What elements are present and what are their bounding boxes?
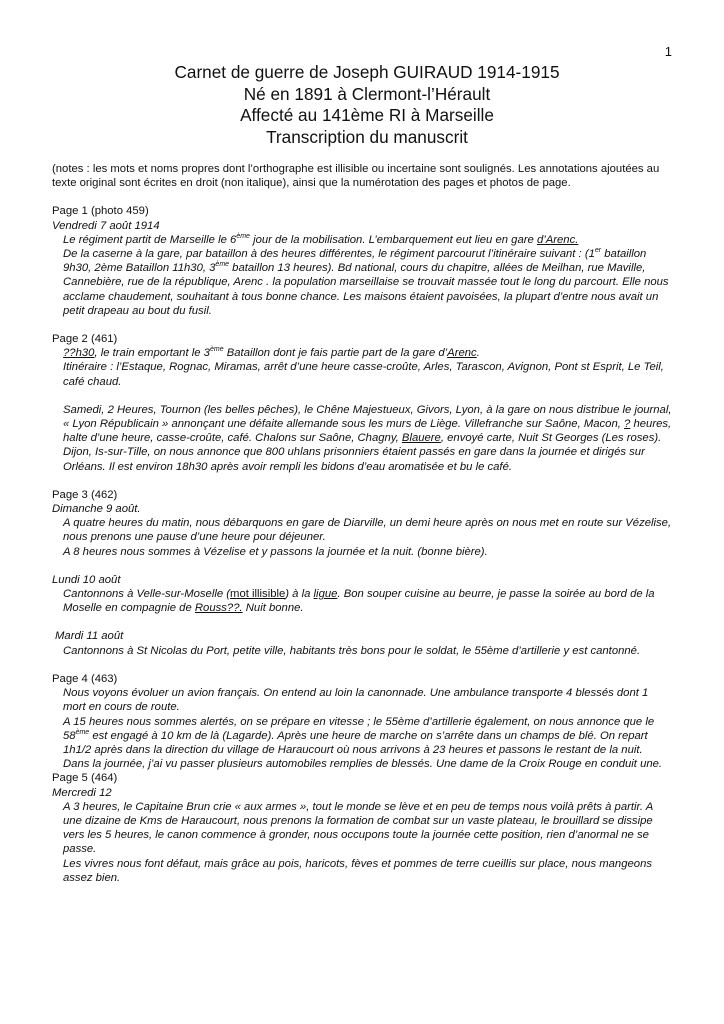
paragraph: Dans la journée, j’ai vu passer plusieurs automobiles remplies de blessés. Une dame de la Croix Rouge en conduit une. <box>63 758 663 771</box>
paragraph: Cantonnons à St Nicolas du Port, petite ville, habitants très bons pour le soldat, le 55ème d’artillerie y est cantonné. <box>63 644 641 657</box>
editor-notes: (notes : les mots et noms propres dont l’orthographe est illisible ou incertaine sont soulignés. Les annotations ajoutées au texte original sont écrites en droit (non italique), ainsi que la numérotation des pages et photos de page. <box>52 163 660 190</box>
entry-date: Lundi 10 août <box>52 573 121 586</box>
document-page <box>52 0 672 885</box>
entry-date: Vendredi 7 août 1914 <box>52 219 160 232</box>
paragraph: Le régiment partit de Marseille le 6ème jour de la mobilisation. L’embarquement eut lieu en gare d’Arenc. <box>63 232 579 246</box>
paragraph: Cantonnons à Velle-sur-Moselle (mot illisible) à la ligue. Bon souper cuisine au beurre, je passe la soirée au bord de la Moselle en compagnie de Rouss??. Nuit bonne. <box>63 588 655 615</box>
paragraph: A 8 heures nous sommes à Vézelise et y passons la journée et la nuit. (bonne bière). <box>63 545 488 558</box>
entry-date: Dimanche 9 août. <box>52 503 141 516</box>
paragraph: Samedi, 2 Heures, Tournon (les belles pêches), le Chêne Majestueux, Givors, Lyon, à la gare on nous distribue le journal, « Lyon Républicain » annonçant une défaite allemande sous les murs de Liège. Villefranche sur Saône, Macon, ? heures, halte d’une heure, casse-croûte, café. Chalons sur Saône, Chagny, Blauere, envoyé carte, Nuit St Georges (Les roses). Dijon, Is-sur-Tille, on nous annonce que 800 uhlans prisonniers étaient passés en gare dans la journée et dirigés sur Orléans. Il est environ 18h30 après avoir rempli les bidons d’eau aromatisée et bu le café. <box>63 403 672 473</box>
paragraph: A quatre heures du matin, nous débarquons en gare de Diarville, un demi heure après on nous met en route sur Vézelise, nous prenons une pause d’une heure pour déjeuner. <box>63 517 672 544</box>
uncertain-word: Arenc <box>447 347 477 360</box>
uncertain-word: Rouss??. <box>194 602 243 615</box>
title-line-1: Carnet de guerre de Joseph GUIRAUD 1914-1915 <box>174 62 560 82</box>
page-header-3: Page 3 (462) <box>52 488 118 501</box>
paragraph: A 3 heures, le Capitaine Brun crie « aux armes », tout le monde se lève et en peu de temps nous voilà prêts à partir. A une dizaine de Kms de Haraucourt, nous prenons la formation de combat sur un vaste plateau, le brouillard se dissipe vers les 5 heures, le canon commence à gronder, nous occupons toute la journée cette position, rien d’anormal ne se passe. <box>63 800 653 856</box>
paragraph: Les vivres nous font défaut, mais grâce au pois, haricots, fèves et pommes de terre cueillis sur place, nous mangeons assez bien. <box>63 857 652 884</box>
entry-date: Mercredi 12 <box>52 786 112 799</box>
page-header-1: Page 1 (photo 459) <box>52 205 149 218</box>
uncertain-word: Blauere <box>401 432 441 445</box>
uncertain-word: ??h30 <box>63 347 95 360</box>
paragraph: A 15 heures nous sommes alertés, on se prépare en vitesse ; le 55ème d’artillerie également, on nous annonce que le 58ème est engagé à 10 km de là (Lagarde). Après une heure de marche on s’arrête dans un champs de blé. On repart 1h1/2 après dans la direction du village de Haraucourt où nous arrivons à 23 heures et passons le restant de la nuit. <box>63 715 655 756</box>
document-body <box>52 162 672 885</box>
page-header-2: Page 2 (461) <box>52 333 118 346</box>
paragraph: Itinéraire : l’Estaque, Rognac, Miramas, arrêt d’une heure casse-croûte, Arles, Tarascon, Avignon, Pont st Esprit, Le Teil, café chaud. <box>63 361 664 388</box>
uncertain-word: ? <box>624 418 631 431</box>
paragraph: ??h30, le train emportant le 3ème Bataillon dont je fais partie part de la gare d’Arenc. <box>63 346 480 360</box>
uncertain-word: d’Arenc. <box>536 233 579 246</box>
page-header-4: Page 4 (463) <box>52 672 118 685</box>
title-line-3: Affecté au 141ème RI à Marseille <box>240 105 494 125</box>
document-title <box>62 62 672 148</box>
uncertain-word: mot illisible <box>230 588 286 601</box>
paragraph: Nous voyons évoluer un avion français. On entend au loin la canonnade. Une ambulance transporte 4 blessés dont 1 mort en cours de route. <box>63 687 649 714</box>
title-line-2: Né en 1891 à Clermont-l’Hérault <box>243 83 491 104</box>
entry-date: Mardi 11 août <box>55 630 124 643</box>
uncertain-word: ligue <box>313 588 338 601</box>
page-number: 1 <box>664 44 672 59</box>
paragraph: De la caserne à la gare, par bataillon à des heures différentes, le régiment parcourut l’itinéraire suivant : (1er bataillon 9h30, 2ème Bataillon 11h30, 3ème bataillon 13 heures). Bd national, cours du chapitre, allées de Meilhan, rue Maville, Cannebière, rue de la république, Arenc . la population marseillaise se trouvait massée tout le long du parcourt. Elle nous acclame chaudement, souhaitant à tous bonne chance. Les maisons étaient pavoisées, la plupart d’entre nous avait un petit drapeau au bout du fusil. <box>63 247 669 317</box>
page-header-5: Page 5 (464) <box>52 772 118 785</box>
title-line-4: Transcription du manuscrit <box>266 126 468 147</box>
